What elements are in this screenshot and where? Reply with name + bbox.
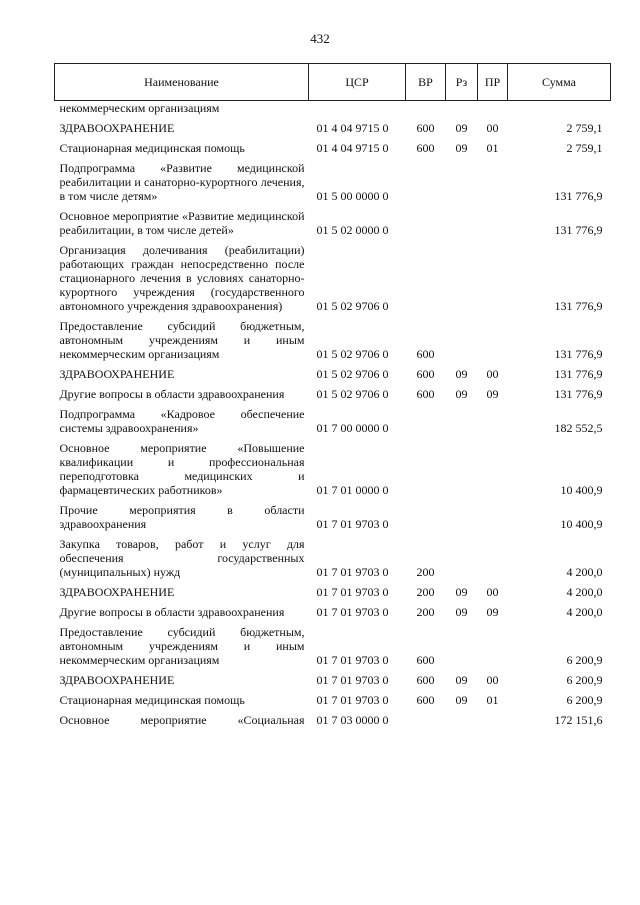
row-sum: 10 400,9 xyxy=(560,517,603,531)
row-vr: 600 xyxy=(416,121,435,135)
row-name: Подпрограмма «Кадровое обеспечение системы здравоохранения» xyxy=(59,407,305,435)
row-vr xyxy=(406,206,446,240)
row-vr: 600 xyxy=(416,141,435,155)
row-rz xyxy=(446,404,478,438)
row-vr xyxy=(406,710,446,730)
row-sum: 131 776,9 xyxy=(554,189,603,203)
row-name: ЗДРАВООХРАНЕНИЕ xyxy=(59,673,175,687)
row-csr: 01 5 02 9706 0 xyxy=(316,387,389,401)
row-pr xyxy=(478,158,508,206)
row-pr xyxy=(478,438,508,500)
row-rz: 09 xyxy=(455,673,468,687)
row-name: ЗДРАВООХРАНЕНИЕ xyxy=(59,121,175,135)
row-sum: 6 200,9 xyxy=(566,653,603,667)
row-csr: 01 7 01 9703 0 xyxy=(316,693,389,707)
table-row xyxy=(55,138,611,158)
row-rz: 09 xyxy=(455,387,468,401)
table-row xyxy=(55,364,611,384)
row-rz xyxy=(446,240,478,316)
row-csr: 01 7 01 9703 0 xyxy=(316,585,389,599)
table-row xyxy=(55,500,611,534)
row-pr xyxy=(478,534,508,582)
row-rz: 09 xyxy=(455,141,468,155)
table-row xyxy=(55,670,611,690)
row-sum: 2 759,1 xyxy=(566,121,603,135)
row-name: Прочие мероприятия в области здравоохранения xyxy=(59,503,305,531)
row-vr xyxy=(406,101,446,119)
row-rz xyxy=(446,101,478,119)
row-name: Другие вопросы в области здравоохранения xyxy=(59,387,285,401)
row-pr xyxy=(478,404,508,438)
row-pr: 01 xyxy=(486,693,499,707)
row-csr: 01 4 04 9715 0 xyxy=(316,121,389,135)
row-rz xyxy=(446,316,478,364)
row-sum: 131 776,9 xyxy=(554,387,603,401)
row-vr: 600 xyxy=(416,673,435,687)
header-name: Наименование xyxy=(55,64,309,101)
row-name: Организация долечивания (реабилитации) работающих граждан непосредственно после стационарного лечения в условиях санаторно-курортного учреждения (государственного автономного учреждения здравоохранения) xyxy=(59,243,305,313)
row-vr: 600 xyxy=(416,693,435,707)
row-csr: 01 7 01 9703 0 xyxy=(316,565,389,579)
header-vr: ВР xyxy=(406,64,446,101)
row-name: ЗДРАВООХРАНЕНИЕ xyxy=(59,367,175,381)
row-rz: 09 xyxy=(455,121,468,135)
row-pr xyxy=(478,710,508,730)
row-vr xyxy=(406,158,446,206)
row-rz xyxy=(446,158,478,206)
row-sum: 2 759,1 xyxy=(566,141,603,155)
header-sum: Сумма xyxy=(508,64,611,101)
row-sum: 6 200,9 xyxy=(566,673,603,687)
row-sum: 182 552,5 xyxy=(554,421,603,435)
row-csr: 01 7 01 9703 0 xyxy=(316,673,389,687)
table-row xyxy=(55,101,611,119)
table-row xyxy=(55,438,611,500)
row-pr xyxy=(478,500,508,534)
row-name: ЗДРАВООХРАНЕНИЕ xyxy=(59,585,175,599)
table-row xyxy=(55,118,611,138)
row-sum: 131 776,9 xyxy=(554,299,603,313)
row-rz: 09 xyxy=(455,585,468,599)
row-csr: 01 4 04 9715 0 xyxy=(316,141,389,155)
row-pr: 00 xyxy=(486,673,499,687)
page-number: 432 xyxy=(310,31,330,46)
row-sum: 4 200,0 xyxy=(566,565,603,579)
row-name: Основное мероприятие «Социальная xyxy=(59,713,305,727)
row-pr xyxy=(478,316,508,364)
row-csr: 01 7 00 0000 0 xyxy=(316,421,389,435)
row-csr: 01 7 01 9703 0 xyxy=(316,517,389,531)
row-pr: 01 xyxy=(486,141,499,155)
row-name: Закупка товаров, работ и услуг для обеспечения государственных (муниципальных) нужд xyxy=(59,537,305,579)
row-pr: 09 xyxy=(486,605,499,619)
row-rz xyxy=(446,500,478,534)
row-vr: 600 xyxy=(416,653,435,667)
row-rz xyxy=(446,710,478,730)
row-rz: 09 xyxy=(455,605,468,619)
table-row xyxy=(55,316,611,364)
row-name: Основное мероприятие «Повышение квалификации и профессиональная переподготовка медицинских и фармацевтических работников» xyxy=(59,441,305,497)
table-row xyxy=(55,158,611,206)
row-vr: 600 xyxy=(416,347,435,361)
table-row xyxy=(55,240,611,316)
row-pr xyxy=(478,101,508,119)
row-csr: 01 5 02 9706 0 xyxy=(316,299,389,313)
row-sum: 4 200,0 xyxy=(566,605,603,619)
row-vr: 600 xyxy=(416,387,435,401)
row-csr: 01 5 02 9706 0 xyxy=(316,347,389,361)
header-csr: ЦСР xyxy=(309,64,406,101)
row-csr xyxy=(309,101,406,119)
row-vr xyxy=(406,438,446,500)
table-row xyxy=(55,602,611,622)
row-pr: 00 xyxy=(486,121,499,135)
table-row xyxy=(55,622,611,670)
row-vr: 600 xyxy=(416,367,435,381)
row-name: Стационарная медицинская помощь xyxy=(59,693,245,707)
row-sum: 131 776,9 xyxy=(554,347,603,361)
row-name: Подпрограмма «Развитие медицинской реабилитации и санаторно-курортного лечения, в том числе детям» xyxy=(59,161,305,203)
row-vr: 200 xyxy=(416,565,435,579)
row-vr xyxy=(406,500,446,534)
row-pr xyxy=(478,622,508,670)
row-csr: 01 7 01 9703 0 xyxy=(316,653,389,667)
row-csr: 01 7 03 0000 0 xyxy=(316,713,389,727)
header-rz: Рз xyxy=(446,64,478,101)
row-rz xyxy=(446,622,478,670)
row-rz xyxy=(446,206,478,240)
row-rz: 09 xyxy=(455,693,468,707)
row-rz xyxy=(446,438,478,500)
row-sum: 131 776,9 xyxy=(554,223,603,237)
row-name: Предоставление субсидий бюджетным, автономным учреждениям и иным некоммерческим организациям xyxy=(59,319,305,361)
row-csr: 01 5 02 0000 0 xyxy=(316,223,389,237)
table-row xyxy=(55,582,611,602)
row-rz xyxy=(446,534,478,582)
row-sum: 6 200,9 xyxy=(566,693,603,707)
row-sum: 10 400,9 xyxy=(560,483,603,497)
table-row xyxy=(55,404,611,438)
row-vr xyxy=(406,404,446,438)
row-pr xyxy=(478,206,508,240)
row-pr: 09 xyxy=(486,387,499,401)
row-csr: 01 5 02 9706 0 xyxy=(316,367,389,381)
row-sum xyxy=(508,101,611,119)
row-csr: 01 7 01 0000 0 xyxy=(316,483,389,497)
table-row xyxy=(55,690,611,710)
row-name: Предоставление субсидий бюджетным, автономным учреждениям и иным некоммерческим организациям xyxy=(59,625,305,667)
row-rz: 09 xyxy=(455,367,468,381)
row-vr: 200 xyxy=(416,585,435,599)
table-row xyxy=(55,206,611,240)
row-name: Основное мероприятие «Развитие медицинской реабилитации, в том числе детей» xyxy=(59,209,305,237)
row-sum: 172 151,6 xyxy=(554,713,603,727)
row-name: некоммерческим организациям xyxy=(59,101,220,115)
table-header-row xyxy=(55,64,611,101)
header-pr: ПР xyxy=(478,64,508,101)
table-row xyxy=(55,710,611,730)
row-pr: 00 xyxy=(486,585,499,599)
row-vr xyxy=(406,240,446,316)
table-row xyxy=(55,534,611,582)
row-name: Стационарная медицинская помощь xyxy=(59,141,245,155)
row-sum: 131 776,9 xyxy=(554,367,603,381)
row-name: Другие вопросы в области здравоохранения xyxy=(59,605,285,619)
row-pr: 00 xyxy=(486,367,499,381)
row-csr: 01 5 00 0000 0 xyxy=(316,189,389,203)
row-sum: 4 200,0 xyxy=(566,585,603,599)
table-row xyxy=(55,384,611,404)
row-csr: 01 7 01 9703 0 xyxy=(316,605,389,619)
row-pr xyxy=(478,240,508,316)
row-vr: 200 xyxy=(416,605,435,619)
budget-table xyxy=(54,63,611,730)
